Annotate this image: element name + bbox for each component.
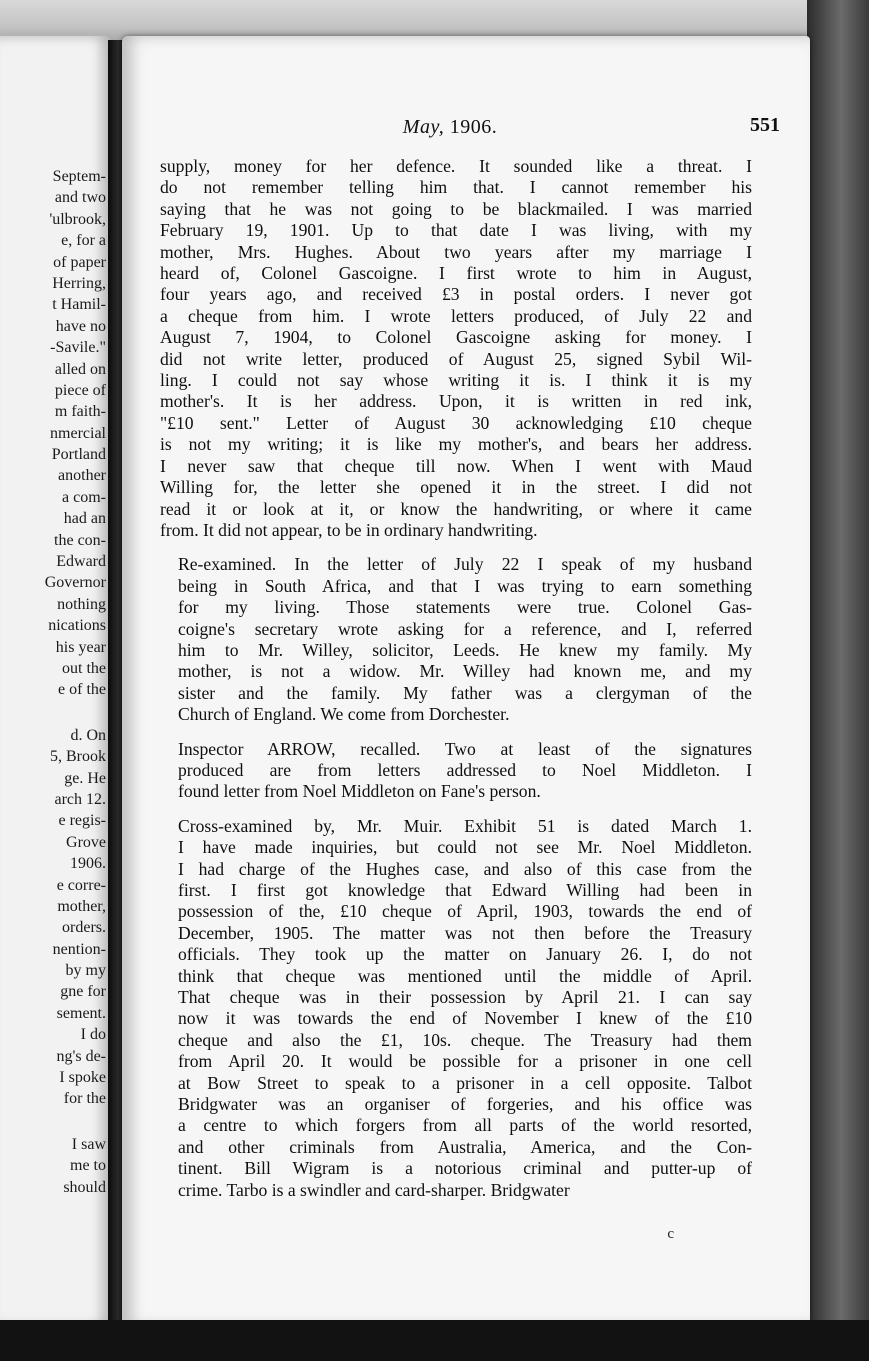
left-fragment-line: d. On [70,726,106,744]
right-dark-edge [807,0,869,1361]
left-fragment-line [0,1110,106,1134]
left-fragment-line: e corre- [56,876,106,894]
text-line: Cross-examined by, Mr. Muir. Exhibit 51 is dated March 1. [178,815,752,836]
text-line: Re-examined. In the letter of July 22 I speak of my husband [178,554,752,575]
text-line: tinent. Bill Wigram is a notorious criminal and putter-up of [178,1158,752,1179]
text-line: possession of the, £10 cheque of April, 1903, towards the end of [178,901,752,922]
text-line: found letter from Noel Middleton on Fane's person. [178,781,541,802]
left-fragment-line: m faith- [54,403,106,421]
text-line: August 7, 1904, to Colonel Gascoigne asking for money. I [160,327,752,348]
left-fragment-line: out the [62,659,106,677]
text-line: him to Mr. Willey, solicitor, Leeds. He knew my family. My [178,639,752,660]
left-page [0,36,112,1326]
text-line: officials. They took up the matter on January 26. I, do not [178,944,752,965]
left-fragment-line: piece of [54,381,106,399]
left-fragment-line: Septem- [52,168,106,185]
left-fragment-line: 'ulbrook, [49,210,106,228]
left-fragment-line: me to [70,1157,106,1175]
left-fragment-line: 5, Brook [50,748,106,766]
text-line: think that cheque was mentioned until the middle of April. [178,965,752,986]
text-line: at Bow Street to speak to a prisoner in a cell opposite. Talbot [178,1072,752,1093]
text-line: for my living. Those statements were true. Colonel Gas- [178,597,752,618]
running-head-year: 1906. [449,116,498,138]
text-line: heard of, Colonel Gascoigne. I first wrote to him in August, [160,263,752,284]
left-fragment-line: I saw [71,1135,106,1153]
text-line: Willing for, the letter she opened it in the street. I did not [160,477,752,498]
left-fragment-line: of paper [53,253,106,271]
text-line: Inspector ARROW, recalled. Two at least of the signatures [178,738,752,759]
left-fragment-line: sement. [56,1004,106,1022]
left-fragment-line: another [58,467,106,485]
left-fragment-line: I spoke [59,1069,106,1087]
text-line: I have made inquiries, but could not see Mr. Noel Middleton. [178,837,752,858]
page-number: 551 [750,114,780,136]
text-line: supply, money for her defence. It sounded like a threat. I [160,156,752,176]
text-line: is not my writing; it is like my mother's, and bears her address. [160,434,752,455]
left-fragment-line: e regis- [58,812,106,830]
text-line: sister and the family. My father was a clergyman of the [178,682,752,703]
text-line: cheque and also the £1, 10s. cheque. The Treasury had them [178,1029,752,1050]
text-line: saying that he was not going to be blackmailed. I was married [160,198,752,219]
left-fragment-line: orders. [62,919,106,937]
left-fragment-line: ng's de- [56,1047,106,1065]
left-fragment-line: nications [48,617,106,635]
text-line: Church of England. We come from Dorchester. [178,704,510,725]
signature-mark: c [667,1226,674,1242]
left-fragment-line: Governor [44,574,106,592]
left-page-text-fragments [0,166,106,1198]
paragraph [160,156,752,541]
text-line: first. I first got knowledge that Edward Willing had been in [178,880,752,900]
left-fragment-line [0,701,106,725]
left-fragment-line: the con- [54,531,106,549]
text-line: crime. Tarbo is a swindler and card-sharper. Bridgwater [178,1179,570,1200]
text-line: I had charge of the Hughes case, and also of this case from the [178,858,752,879]
text-line: "£10 sent." Letter of August 30 acknowledging £10 cheque [160,412,752,433]
left-fragment-line: I do [80,1026,106,1044]
text-line: Bridgwater was an organiser of forgeries, and his office was [178,1094,752,1115]
text-line: a cheque from him. I wrote letters produced, of July 22 and [160,305,752,326]
text-line: from. It did not appear, to be in ordinary handwriting. [160,519,538,540]
left-fragment-line: and two [54,189,106,207]
page-header [162,114,780,142]
text-line: mother, Mrs. Hughes. About two years after my marriage I [160,241,752,262]
left-fragment-line: arch 12. [54,790,106,808]
text-line: did not write letter, produced of August 25, signed Sybil Wil- [160,348,752,369]
text-line: do not remember telling him that. I cannot remember his [160,177,752,198]
paragraph [160,554,752,725]
text-line: being in South Africa, and that I was trying to earn something [178,575,752,596]
text-line: mother's. It is her address. Upon, it is written in red ink, [160,391,752,412]
bottom-shadow [0,1320,869,1361]
left-fragment-line: Portland [51,446,106,464]
text-line: I never saw that cheque till now. When I went with Maud [160,455,752,476]
text-line: from April 20. It would be possible for a prisoner in one cell [178,1051,752,1072]
right-page [122,36,810,1326]
text-line: read it or look at it, or know the handwriting, or where it came [160,498,752,519]
text-line: That cheque was in their possession by April 21. I can say [178,987,752,1008]
left-fragment-line: nention- [52,940,106,958]
text-line: a centre to which forgers from all parts of the world resorted, [178,1115,752,1136]
text-line: December, 1905. The matter was not then before the Treasury [178,922,752,943]
text-line: and other criminals from Australia, America, and the Con- [178,1136,752,1157]
left-fragment-line: t Hamil- [52,296,106,314]
text-line: coigne's secretary wrote asking for a reference, and I, referred [178,618,752,639]
left-fragment-line: Grove [66,833,106,851]
text-line: four years ago, and received £3 in postal orders. I never got [160,284,752,305]
text-line: February 19, 1901. Up to that date I was living, with my [160,220,752,241]
running-head-month: May, [402,116,445,138]
left-fragment-line: mother, [57,897,106,915]
left-fragment-line: Herring, [52,274,106,292]
left-fragment-line: nmercial [50,424,106,442]
left-fragment-line: for the [63,1090,106,1108]
left-fragment-line: his year [55,638,106,656]
running-head [162,116,738,139]
left-fragment-line: 1906. [70,855,106,873]
left-fragment-line: -Savile." [50,339,106,357]
paragraph [160,739,752,803]
left-fragment-line: have no [55,317,106,335]
left-fragment-line: had an [63,510,106,528]
text-line: mother, is not a widow. Mr. Willey had known me, and my [178,661,752,682]
paragraph [160,816,752,1201]
left-fragment-line: e, for a [61,232,106,250]
left-fragment-line: e of the [58,681,106,699]
text-line: ling. I could not say whose writing it is. I think it is my [160,370,752,391]
left-fragment-line: nothing [57,595,106,613]
left-fragment-line: Edward [56,553,106,571]
left-fragment-line: gne for [60,983,106,1001]
left-fragment-line: alled on [54,360,106,378]
left-fragment-line: a com- [62,488,106,506]
text-line: produced are from letters addressed to Noel Middleton. I [178,759,752,780]
left-fragment-line: ge. He [64,769,106,787]
body-text [160,156,752,1214]
text-line: now it was towards the end of November I knew of the £10 [178,1008,752,1029]
left-fragment-line: by my [65,962,106,980]
left-fragment-line: should [63,1178,106,1196]
